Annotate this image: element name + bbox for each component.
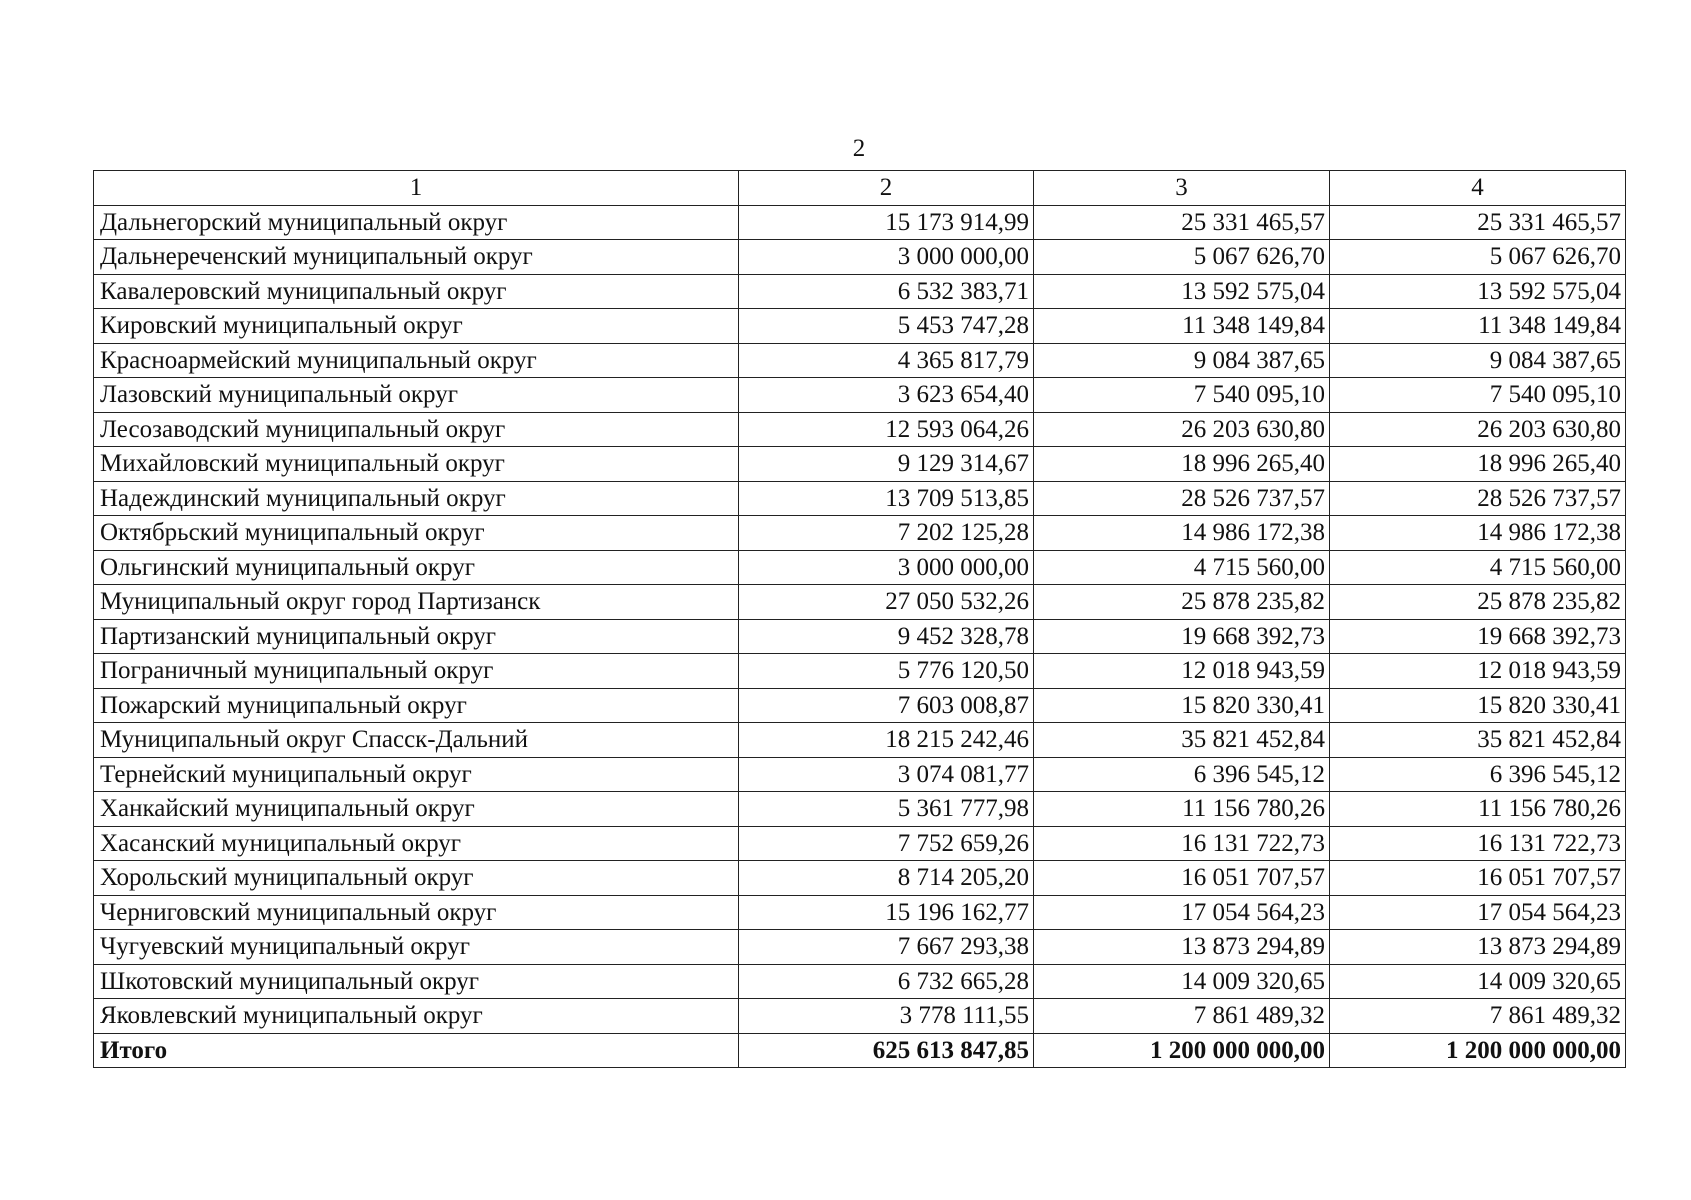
amount-cell-col-2: 3 074 081,77 [739,757,1034,792]
table-body [94,205,1626,1033]
amount-cell-col-3: 35 821 452,84 [1034,723,1330,758]
amount-cell-col-3: 15 820 330,41 [1034,688,1330,723]
page-number: 2 [852,135,866,162]
amount-cell-col-3: 16 131 722,73 [1034,826,1330,861]
amount-cell-col-4: 26 203 630,80 [1330,412,1626,447]
district-name-cell: Лазовский муниципальный округ [94,378,739,413]
district-name-cell: Кировский муниципальный округ [94,309,739,344]
table-row [94,412,1626,447]
table-row [94,343,1626,378]
amount-cell-col-3: 16 051 707,57 [1034,861,1330,896]
amount-cell-col-3: 14 009 320,65 [1034,964,1330,999]
amount-cell-col-4: 4 715 560,00 [1330,550,1626,585]
district-name-cell: Чугуевский муниципальный округ [94,930,739,965]
amount-cell-col-3: 6 396 545,12 [1034,757,1330,792]
district-name-cell: Ханкайский муниципальный округ [94,792,739,827]
table-row [94,378,1626,413]
district-name-cell: Надеждинский муниципальный округ [94,481,739,516]
district-name-cell: Яковлевский муниципальный округ [94,999,739,1034]
amount-cell-col-2: 7 603 008,87 [739,688,1034,723]
district-name-cell: Лесозаводский муниципальный округ [94,412,739,447]
amount-cell-col-4: 7 861 489,32 [1330,999,1626,1034]
district-name-cell: Шкотовский муниципальный округ [94,964,739,999]
table-row [94,895,1626,930]
district-name-cell: Кавалеровский муниципальный округ [94,274,739,309]
district-name-cell: Дальнереченский муниципальный округ [94,240,739,275]
amount-cell-col-3: 12 018 943,59 [1034,654,1330,689]
total-value-col-4: 1 200 000 000,00 [1330,1033,1626,1068]
district-name-cell: Пожарский муниципальный округ [94,688,739,723]
amount-cell-col-3: 7 540 095,10 [1034,378,1330,413]
amount-cell-col-3: 19 668 392,73 [1034,619,1330,654]
amount-cell-col-4: 11 156 780,26 [1330,792,1626,827]
amount-cell-col-3: 7 861 489,32 [1034,999,1330,1034]
district-name-cell: Дальнегорский муниципальный округ [94,205,739,240]
amount-cell-col-4: 9 084 387,65 [1330,343,1626,378]
district-name-cell: Хорольский муниципальный округ [94,861,739,896]
district-name-cell: Тернейский муниципальный округ [94,757,739,792]
amount-cell-col-4: 35 821 452,84 [1330,723,1626,758]
amount-cell-col-4: 14 009 320,65 [1330,964,1626,999]
amount-cell-col-2: 5 776 120,50 [739,654,1034,689]
column-header-1: 1 [94,171,739,206]
amount-cell-col-4: 18 996 265,40 [1330,447,1626,482]
amount-cell-col-3: 26 203 630,80 [1034,412,1330,447]
district-name-cell: Михайловский муниципальный округ [94,447,739,482]
amount-cell-col-2: 5 361 777,98 [739,792,1034,827]
table-row [94,274,1626,309]
amount-cell-col-4: 19 668 392,73 [1330,619,1626,654]
amount-cell-col-2: 18 215 242,46 [739,723,1034,758]
table-row [94,516,1626,551]
amount-cell-col-2: 6 732 665,28 [739,964,1034,999]
amount-cell-col-2: 4 365 817,79 [739,343,1034,378]
amount-cell-col-2: 7 752 659,26 [739,826,1034,861]
amount-cell-col-2: 7 667 293,38 [739,930,1034,965]
amount-cell-col-4: 25 878 235,82 [1330,585,1626,620]
district-name-cell: Пограничный муниципальный округ [94,654,739,689]
amount-cell-col-4: 5 067 626,70 [1330,240,1626,275]
amount-cell-col-3: 18 996 265,40 [1034,447,1330,482]
amount-cell-col-3: 9 084 387,65 [1034,343,1330,378]
amount-cell-col-2: 7 202 125,28 [739,516,1034,551]
district-name-cell: Муниципальный округ город Партизанск [94,585,739,620]
amount-cell-col-3: 25 878 235,82 [1034,585,1330,620]
amount-cell-col-3: 13 873 294,89 [1034,930,1330,965]
amount-cell-col-3: 25 331 465,57 [1034,205,1330,240]
amount-cell-col-4: 15 820 330,41 [1330,688,1626,723]
district-name-cell: Черниговский муниципальный округ [94,895,739,930]
amount-cell-col-2: 15 196 162,77 [739,895,1034,930]
table-row [94,688,1626,723]
amount-cell-col-4: 12 018 943,59 [1330,654,1626,689]
column-header-2: 2 [739,171,1034,206]
table-row [94,792,1626,827]
table-row [94,550,1626,585]
amount-cell-col-4: 14 986 172,38 [1330,516,1626,551]
total-label: Итого [94,1033,739,1068]
amount-cell-col-2: 12 593 064,26 [739,412,1034,447]
district-name-cell: Хасанский муниципальный округ [94,826,739,861]
amount-cell-col-2: 15 173 914,99 [739,205,1034,240]
total-value-col-2: 625 613 847,85 [739,1033,1034,1068]
amount-cell-col-4: 11 348 149,84 [1330,309,1626,344]
amount-cell-col-4: 13 592 575,04 [1330,274,1626,309]
amount-cell-col-2: 3 778 111,55 [739,999,1034,1034]
header-row [94,171,1626,206]
table-row [94,205,1626,240]
table-row [94,861,1626,896]
amount-cell-col-2: 27 050 532,26 [739,585,1034,620]
amount-cell-col-2: 9 129 314,67 [739,447,1034,482]
amount-cell-col-2: 8 714 205,20 [739,861,1034,896]
amount-cell-col-3: 14 986 172,38 [1034,516,1330,551]
amount-cell-col-3: 5 067 626,70 [1034,240,1330,275]
amount-cell-col-4: 25 331 465,57 [1330,205,1626,240]
amount-cell-col-2: 3 000 000,00 [739,550,1034,585]
total-row [94,1033,1626,1068]
district-name-cell: Ольгинский муниципальный округ [94,550,739,585]
district-name-cell: Партизанский муниципальный округ [94,619,739,654]
table-row [94,757,1626,792]
table-row [94,826,1626,861]
table-row [94,619,1626,654]
amount-cell-col-3: 28 526 737,57 [1034,481,1330,516]
amount-cell-col-2: 3 623 654,40 [739,378,1034,413]
table-row [94,585,1626,620]
table-row [94,964,1626,999]
amount-cell-col-4: 28 526 737,57 [1330,481,1626,516]
amount-cell-col-4: 16 131 722,73 [1330,826,1626,861]
amount-cell-col-4: 17 054 564,23 [1330,895,1626,930]
amount-cell-col-2: 6 532 383,71 [739,274,1034,309]
district-name-cell: Красноармейский муниципальный округ [94,343,739,378]
table-row [94,999,1626,1034]
amount-cell-col-2: 9 452 328,78 [739,619,1034,654]
total-value-col-3: 1 200 000 000,00 [1034,1033,1330,1068]
district-name-cell: Октябрьский муниципальный округ [94,516,739,551]
amount-cell-col-3: 11 156 780,26 [1034,792,1330,827]
amount-cell-col-2: 3 000 000,00 [739,240,1034,275]
table-row [94,930,1626,965]
amount-cell-col-2: 5 453 747,28 [739,309,1034,344]
amount-cell-col-2: 13 709 513,85 [739,481,1034,516]
amount-cell-col-4: 7 540 095,10 [1330,378,1626,413]
table-row [94,481,1626,516]
table-row [94,240,1626,275]
amount-cell-col-3: 11 348 149,84 [1034,309,1330,344]
amount-cell-col-4: 13 873 294,89 [1330,930,1626,965]
district-name-cell: Муниципальный округ Спасск-Дальний [94,723,739,758]
table-row [94,654,1626,689]
amount-cell-col-3: 4 715 560,00 [1034,550,1330,585]
column-header-3: 3 [1034,171,1330,206]
amount-cell-col-4: 6 396 545,12 [1330,757,1626,792]
amount-cell-col-3: 13 592 575,04 [1034,274,1330,309]
amount-cell-col-3: 17 054 564,23 [1034,895,1330,930]
table-row [94,723,1626,758]
data-table [93,170,1626,1068]
amount-cell-col-4: 16 051 707,57 [1330,861,1626,896]
column-header-4: 4 [1330,171,1626,206]
table-row [94,447,1626,482]
table-row [94,309,1626,344]
